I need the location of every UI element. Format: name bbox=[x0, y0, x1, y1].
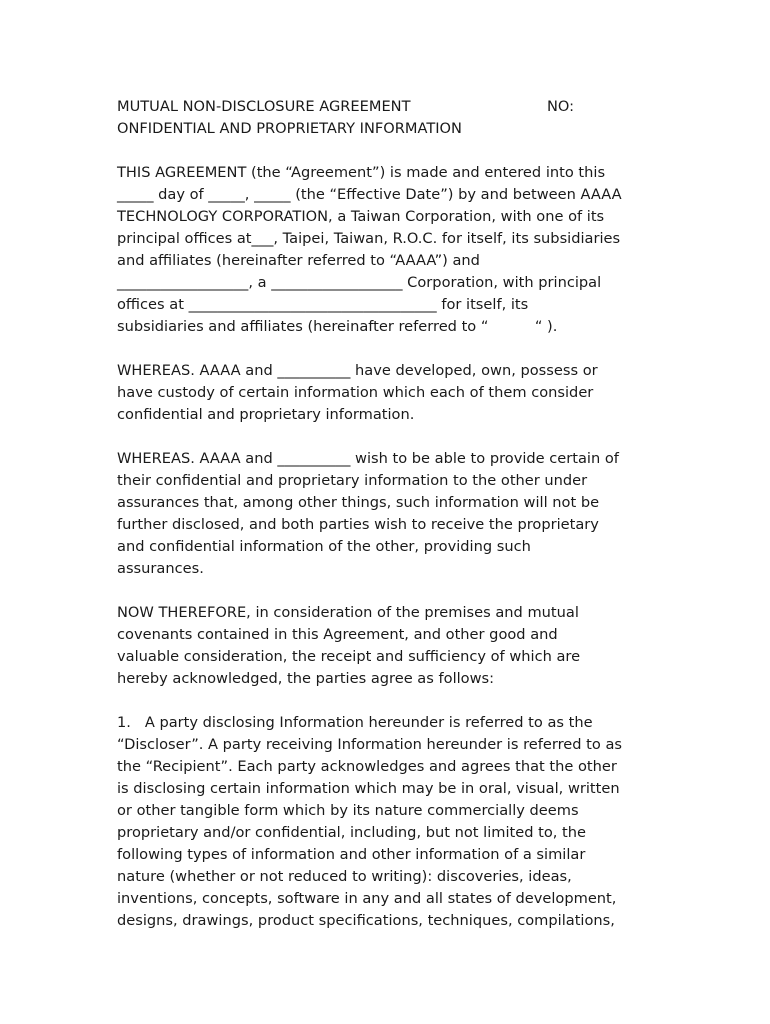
paragraph-line: is disclosing certain information which may be in oral, visual, written bbox=[117, 780, 620, 797]
document-page bbox=[117, 96, 662, 932]
paragraph-line: __________________, a __________________ Corporation, with principal bbox=[117, 274, 602, 291]
paragraph bbox=[117, 448, 662, 580]
paragraph-line: have custody of certain information which each of them consider bbox=[117, 384, 594, 401]
paragraph-line: designs, drawings, product specifications, techniques, compilations, bbox=[117, 912, 615, 929]
document-header bbox=[117, 96, 662, 118]
paragraph bbox=[117, 712, 662, 932]
paragraph-line: their confidential and proprietary information to the other under bbox=[117, 472, 588, 489]
paragraph-line: further disclosed, and both parties wish to receive the proprietary bbox=[117, 516, 599, 533]
paragraph bbox=[117, 360, 662, 426]
paragraph-line: inventions, concepts, software in any and all states of development, bbox=[117, 890, 617, 907]
paragraph-line: subsidiaries and affiliates (hereinafter referred to “ “ ). bbox=[117, 318, 558, 335]
paragraph-line: principal offices at___, Taipei, Taiwan, R.O.C. for itself, its subsidiaries bbox=[117, 230, 621, 247]
paragraph-line: confidential and proprietary information. bbox=[117, 406, 415, 423]
paragraph-line: NOW THEREFORE, in consideration of the premises and mutual bbox=[117, 604, 579, 621]
paragraph-line: THIS AGREEMENT (the “Agreement”) is made and entered into this bbox=[117, 164, 606, 181]
paragraph-line: 1. A party disclosing Information hereunder is referred to as the bbox=[117, 714, 593, 731]
paragraph bbox=[117, 602, 662, 690]
paragraph-line: and confidential information of the other, providing such bbox=[117, 538, 531, 555]
document-body bbox=[117, 162, 662, 932]
paragraph-line: TECHNOLOGY CORPORATION, a Taiwan Corporation, with one of its bbox=[117, 208, 605, 225]
paragraph-line: and affiliates (hereinafter referred to “AAAA”) and bbox=[117, 252, 480, 269]
paragraph-line: offices at __________________________________ for itself, its bbox=[117, 296, 529, 313]
paragraph-line: or other tangible form which by its nature commercially deems bbox=[117, 802, 579, 819]
paragraph-line: _____ day of _____, _____ (the “Effective Date”) by and between AAAA bbox=[117, 186, 622, 203]
paragraph-line: assurances. bbox=[117, 560, 204, 577]
paragraph-line: “Discloser”. A party receiving Information hereunder is referred to as bbox=[117, 736, 623, 753]
paragraph-line: WHEREAS. AAAA and __________ have developed, own, possess or bbox=[117, 362, 598, 379]
paragraph-line: proprietary and/or confidential, including, but not limited to, the bbox=[117, 824, 587, 841]
paragraph-line: covenants contained in this Agreement, and other good and bbox=[117, 626, 558, 643]
paragraph-line: WHEREAS. AAAA and __________ wish to be able to provide certain of bbox=[117, 450, 619, 467]
paragraph-line: following types of information and other information of a similar bbox=[117, 846, 586, 863]
paragraph-line: hereby acknowledged, the parties agree as follows: bbox=[117, 670, 495, 687]
document-subtitle: ONFIDENTIAL AND PROPRIETARY INFORMATION bbox=[117, 120, 462, 137]
paragraph bbox=[117, 162, 662, 338]
paragraph-line: valuable consideration, the receipt and sufficiency of which are bbox=[117, 648, 581, 665]
paragraph-line: assurances that, among other things, such information will not be bbox=[117, 494, 600, 511]
agreement-number-label: NO: bbox=[547, 98, 575, 115]
document-title: MUTUAL NON-DISCLOSURE AGREEMENT bbox=[117, 98, 411, 115]
paragraph-line: the “Recipient”. Each party acknowledges and agrees that the other bbox=[117, 758, 617, 775]
paragraph-line: nature (whether or not reduced to writing): discoveries, ideas, bbox=[117, 868, 572, 885]
